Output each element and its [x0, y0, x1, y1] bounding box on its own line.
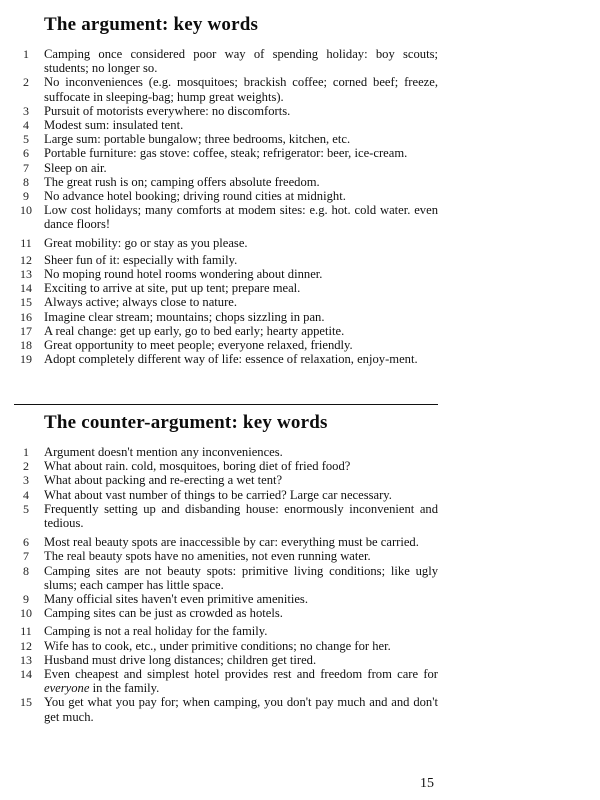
item-text: No moping round hotel rooms wondering about dinner.: [44, 267, 323, 282]
item-text-emphasis: everyone: [44, 681, 90, 696]
list-item: [14, 695, 438, 723]
list-item: [14, 352, 438, 366]
item-text: Even cheapest and simplest hotel provides rest and freedom from care for: [44, 667, 438, 682]
item-number: 1: [23, 445, 29, 459]
list-item: [14, 502, 438, 530]
item-number: 12: [20, 252, 32, 267]
list-item: [14, 459, 438, 473]
item-number: 7: [23, 549, 29, 564]
item-text: Great opportunity to meet people; everyone relaxed, friendly.: [44, 338, 353, 353]
item-number: 15: [20, 295, 32, 310]
item-number: 8: [23, 174, 29, 189]
item-number: 18: [20, 338, 32, 353]
item-text: Imagine clear stream; mountains; chops sizzling in pan.: [44, 309, 325, 324]
item-text: The real beauty spots have no amenities, not even running water.: [44, 549, 371, 564]
item-number: 14: [20, 667, 32, 682]
item-text: Exciting to arrive at site, put up tent; prepare meal.: [44, 281, 301, 296]
item-text: Sleep on air.: [44, 160, 107, 175]
list-item: [14, 324, 438, 338]
list-item: [14, 488, 438, 502]
item-text: Camping sites can be just as crowded as hotels.: [44, 606, 283, 621]
list-item: [14, 564, 438, 592]
list-item: [14, 338, 438, 352]
list-item: [14, 267, 438, 281]
item-number: 12: [20, 638, 32, 653]
item-text: Argument doesn't mention any inconveniences.: [44, 445, 283, 459]
item-number: 2: [23, 75, 29, 90]
list-item: [14, 445, 438, 459]
list-item: [14, 189, 438, 203]
list-item: [14, 47, 438, 75]
item-text: Most real beauty spots are inaccessible by car: everything must be carried.: [44, 535, 419, 550]
item-number: 13: [20, 267, 32, 282]
item-number: 1: [23, 47, 29, 61]
item-text: The great rush is on; camping offers absolute freedom.: [44, 174, 320, 189]
item-number: 4: [23, 487, 29, 502]
list-item: [14, 236, 438, 250]
item-text: Many official sites haven't even primitive amenities.: [44, 592, 308, 607]
item-number: 6: [23, 535, 29, 550]
section-divider: [14, 404, 438, 405]
item-number: 3: [23, 103, 29, 118]
item-text: No inconveniences (e.g. mosquitoes; brackish coffee; corned beef; freeze, suffocate in sleeping-bag; hump great weights).: [44, 75, 438, 104]
item-number: 3: [23, 473, 29, 488]
list-item: [14, 203, 438, 231]
item-text: Camping sites are not beauty spots: primitive living conditions; like ugly slums; each camper has little space.: [44, 563, 438, 592]
item-text: Great mobility: go or stay as you please.: [44, 235, 248, 250]
list-item: [14, 175, 438, 189]
item-text: Camping once considered poor way of spending holiday: boy scouts; students; no longer so.: [44, 47, 438, 76]
item-number: 15: [20, 695, 32, 710]
item-number: 11: [20, 235, 32, 250]
item-number: 6: [23, 146, 29, 161]
list-item: [14, 132, 438, 146]
argument-list: [14, 47, 438, 366]
list-item: [14, 473, 438, 487]
list-item: [14, 606, 438, 620]
item-number: 9: [23, 592, 29, 607]
list-item: [14, 75, 438, 103]
list-item: [14, 310, 438, 324]
item-text: What about vast number of things to be carried? Large car necessary.: [44, 487, 392, 502]
item-number: 10: [20, 203, 32, 218]
list-item: [14, 281, 438, 295]
list-item: [14, 295, 438, 309]
list-item: [14, 549, 438, 563]
item-number: 5: [23, 501, 29, 516]
list-item: [14, 253, 438, 267]
item-text: Low cost holidays; many comforts at modem sites: e.g. hot. cold water. even dance floors!: [44, 203, 438, 232]
item-text: Modest sum: insulated tent.: [44, 118, 184, 133]
item-number: 7: [23, 160, 29, 175]
list-item: [14, 104, 438, 118]
item-text: What about packing and re-erecting a wet tent?: [44, 473, 283, 488]
counter-argument-heading: The counter-argument: key words: [44, 412, 328, 433]
list-item: [14, 535, 438, 549]
list-item: [14, 118, 438, 132]
item-text: You get what you pay for; when camping, you don't pay much and and don't get much.: [44, 695, 438, 724]
item-text: Always active; always close to nature.: [44, 295, 238, 310]
counter-argument-list: [14, 445, 438, 724]
item-number: 5: [23, 132, 29, 147]
argument-heading: The argument: key words: [44, 14, 259, 35]
list-item: [14, 639, 438, 653]
item-text: Large sum: portable bungalow; three bedrooms, kitchen, etc.: [44, 132, 351, 147]
item-text: Adopt completely different way of life: essence of relaxation, enjoy-ment.: [44, 352, 418, 367]
item-text: No advance hotel booking; driving round cities at midnight.: [44, 189, 346, 204]
item-text: Pursuit of motorists everywhere: no discomforts.: [44, 103, 291, 118]
item-number: 9: [23, 189, 29, 204]
item-text: Sheer fun of it: especially with family.: [44, 252, 238, 267]
item-text: in the family.: [89, 681, 160, 696]
item-text: What about rain. cold, mosquitoes, boring diet of fried food?: [44, 459, 351, 474]
item-number: 19: [20, 352, 32, 367]
item-number: 8: [23, 563, 29, 578]
list-item: [14, 653, 438, 667]
list-item: [14, 146, 438, 160]
item-number: 2: [23, 459, 29, 474]
item-number: 13: [20, 652, 32, 667]
item-text: A real change: get up early, go to bed early; hearty appetite.: [44, 323, 345, 338]
item-text: Portable furniture: gas stove: coffee, steak; refrigerator: beer, ice-cream.: [44, 146, 408, 161]
item-number: 16: [20, 309, 32, 324]
list-item: [14, 161, 438, 175]
item-number: 14: [20, 281, 32, 296]
item-number: 11: [20, 624, 32, 639]
item-text: Wife has to cook, etc., under primitive conditions; no change for her.: [44, 638, 391, 653]
list-item: [14, 667, 438, 695]
item-number: 4: [23, 118, 29, 133]
item-number: 10: [20, 606, 32, 621]
page-number: 15: [420, 776, 434, 791]
list-item: [14, 624, 438, 638]
item-text: Frequently setting up and disbanding house: enormously inconvenient and tedious.: [44, 501, 438, 531]
item-text: Camping is not a real holiday for the family.: [44, 624, 268, 639]
list-item: [14, 592, 438, 606]
item-text: Husband must drive long distances; children get tired.: [44, 652, 317, 667]
item-number: 17: [20, 323, 32, 338]
